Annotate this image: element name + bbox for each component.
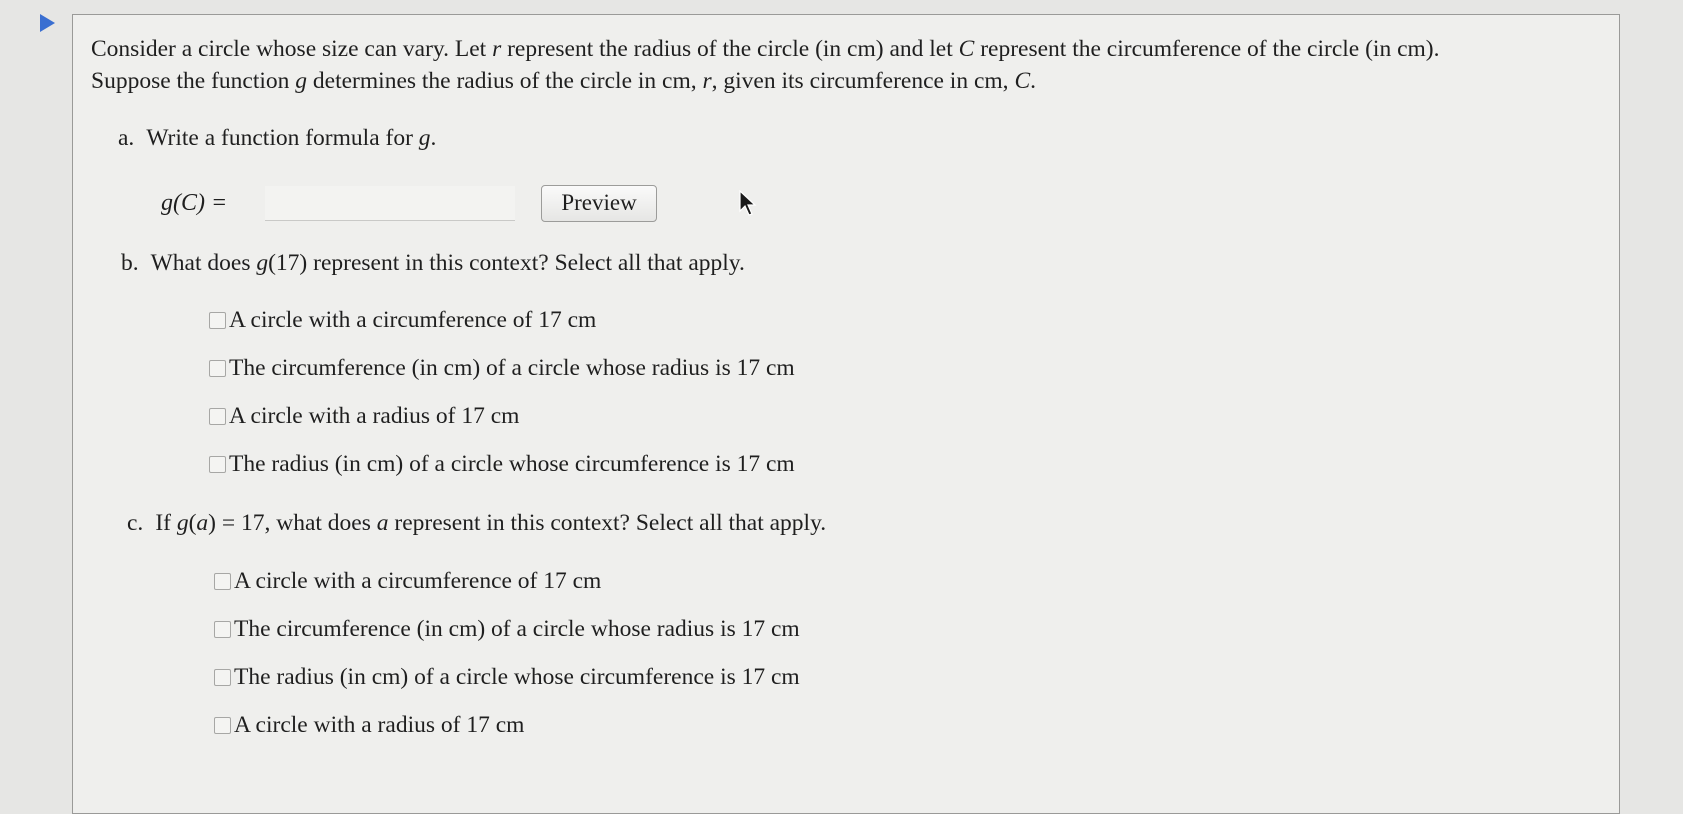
part-c-option[interactable]	[214, 568, 601, 595]
part-b-text: What does	[150, 250, 257, 276]
checkbox[interactable]	[214, 717, 231, 734]
var-g: g	[256, 250, 269, 276]
part-b-option[interactable]	[209, 403, 519, 430]
var-g: g	[295, 68, 308, 94]
var-a: a	[376, 510, 389, 536]
part-c-text: ) = 17, what does	[208, 510, 377, 536]
checkbox[interactable]	[214, 621, 231, 638]
formula-row	[161, 183, 657, 223]
question-intro	[91, 33, 1601, 97]
part-b-letter: b.	[121, 250, 139, 276]
mouse-pointer-icon	[739, 190, 757, 218]
option-label: A circle with a circumference of 17 cm	[234, 568, 602, 594]
option-label: The radius (in cm) of a circle whose circumference is 17 cm	[234, 664, 800, 690]
part-c-text: (	[188, 510, 197, 536]
part-b-prompt	[121, 250, 745, 277]
var-r: r	[492, 36, 502, 62]
part-c-option[interactable]	[214, 616, 800, 643]
part-b-option[interactable]	[209, 451, 795, 478]
part-b-option[interactable]	[209, 307, 596, 334]
checkbox[interactable]	[209, 408, 226, 425]
part-c-text: represent in this context? Select all that apply.	[388, 510, 827, 536]
part-c-option[interactable]	[214, 664, 800, 691]
option-label: A circle with a radius of 17 cm	[229, 403, 520, 429]
var-r: r	[702, 68, 712, 94]
var-g: g	[418, 125, 431, 151]
var-g: g	[176, 510, 189, 536]
part-c-letter: c.	[127, 510, 144, 536]
option-label: A circle with a radius of 17 cm	[234, 712, 525, 738]
intro-text: determines the radius of the circle in cm,	[307, 68, 703, 94]
part-b-option[interactable]	[209, 355, 795, 382]
preview-button[interactable]: Preview	[541, 185, 657, 222]
part-b-text: (17) represent in this context? Select all that apply.	[268, 250, 745, 276]
option-label: A circle with a circumference of 17 cm	[229, 307, 597, 333]
option-label: The circumference (in cm) of a circle whose radius is 17 cm	[234, 616, 800, 642]
checkbox[interactable]	[209, 312, 226, 329]
part-c-prompt	[127, 510, 826, 537]
part-c-text: If	[155, 510, 177, 536]
intro-text: Suppose the function	[91, 68, 296, 94]
var-c: C	[1014, 68, 1031, 94]
option-label: The circumference (in cm) of a circle whose radius is 17 cm	[229, 355, 795, 381]
var-c: C	[958, 36, 975, 62]
intro-text: Consider a circle whose size can vary. Let	[91, 36, 493, 62]
checkbox[interactable]	[209, 456, 226, 473]
collapse-triangle-icon[interactable]	[40, 14, 55, 32]
intro-text: represent the radius of the circle (in cm) and let	[501, 36, 959, 62]
part-a-letter: a.	[118, 125, 135, 151]
intro-text: represent the circumference of the circle (in cm).	[974, 36, 1440, 62]
formula-label: g(C) =	[161, 189, 228, 216]
checkbox[interactable]	[214, 669, 231, 686]
part-a-text: .	[430, 125, 437, 151]
question-panel	[72, 14, 1620, 814]
part-a-text: Write a function formula for	[146, 125, 419, 151]
checkbox[interactable]	[209, 360, 226, 377]
var-a: a	[196, 510, 209, 536]
option-label: The radius (in cm) of a circle whose circumference is 17 cm	[229, 451, 795, 477]
formula-answer-input[interactable]	[265, 186, 515, 221]
checkbox[interactable]	[214, 573, 231, 590]
part-c-option[interactable]	[214, 712, 524, 739]
part-a-prompt	[118, 125, 436, 152]
intro-text: .	[1030, 68, 1036, 94]
intro-text: , given its circumference in cm,	[711, 68, 1015, 94]
